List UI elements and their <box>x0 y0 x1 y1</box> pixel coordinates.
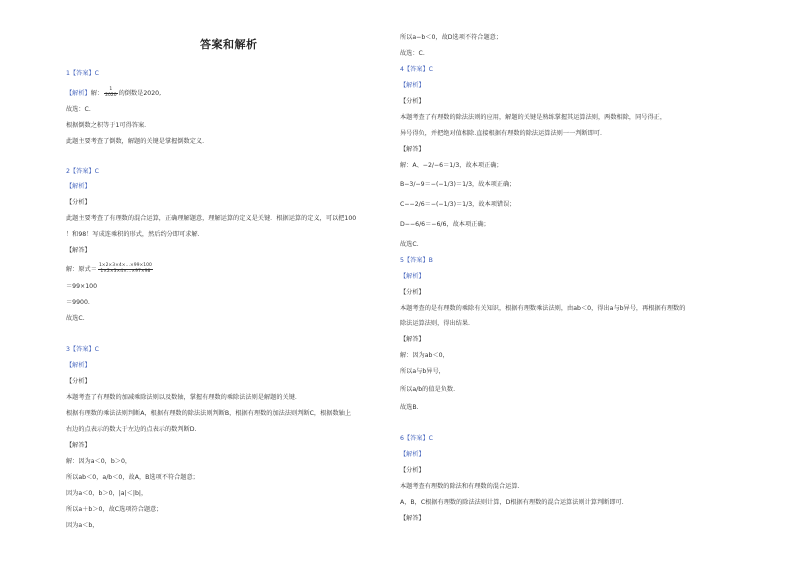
q4-jieda: 【解答】 <box>400 146 425 153</box>
q4-line-end: 故选C. <box>400 241 419 248</box>
q1-line3: 根据倒数之积等于1可得答案. <box>66 122 147 129</box>
q2-line2: ！和98！写成连乘积的形式，然后约分即可求解. <box>66 231 200 238</box>
q5-answer: 5【答案】B <box>400 257 433 264</box>
q3-jieda: 【解答】 <box>66 442 91 449</box>
q3-line3: 右边的点表示的数大于左边的点表示的数判断D. <box>66 426 197 433</box>
q5-line4: 所以a与b异号， <box>400 368 445 375</box>
q4-lineB: B−3/−9＝−(−1/3)＝1/3，故本项正确； <box>400 181 516 188</box>
q2-fraction <box>98 264 153 274</box>
q5-line5: 所以a/b的值是负数. <box>400 386 456 393</box>
r-top2: 故选：C. <box>400 50 425 57</box>
q3-line5: 所以ab＜0，a/b＜0，故A，B选项不符合题意； <box>66 474 199 481</box>
q3-line2: 根据有理数的乘法法则判断A，根据有理数的除法法则判断B，根据有理数的加法法则判断C，根据数轴上 <box>66 410 352 417</box>
q4-analysis-tag: 【解析】 <box>400 82 425 89</box>
q6-analysis-tag: 【解析】 <box>400 451 425 458</box>
q6-line2: A，B，C根据有理数的除法法则计算，D根据有理数的混合运算法则计算判断即可. <box>400 499 624 506</box>
q1-frac-den: 2020 <box>105 92 117 98</box>
q2-line4: ＝99×100 <box>66 283 98 290</box>
q5-analysis-tag: 【解析】 <box>400 273 425 280</box>
q3-line1: 本题考查了有理数的加减乘除法则以及数轴，掌握有理数的乘除法法则是解题的关键. <box>66 394 297 401</box>
q5-fenxi: 【分析】 <box>400 289 425 296</box>
q6-jieda: 【解答】 <box>400 515 425 522</box>
q5-jieda: 【解答】 <box>400 336 425 343</box>
q4-lineD: D−−6/6＝−6/6，故本项正确； <box>400 221 490 228</box>
q1-frac-num: 1 <box>104 88 117 94</box>
q2-answer: 2【答案】C <box>66 168 100 175</box>
q3-answer: 3【答案】C <box>66 346 100 353</box>
q3-line6: 因为a＜0，b＞0，|a|＜|b|， <box>66 490 148 497</box>
q2-line1: 此题主要考查了有理数的混合运算，正确理解题意，理解运算的定义是关键．根据运算的定义，可以把100 <box>66 215 357 222</box>
q1-answer: 1【答案】C <box>66 70 100 77</box>
q2-line5: ＝9900. <box>66 299 90 306</box>
q3-line7: 所以a＋b＞0，故C选项符合题意； <box>66 506 163 513</box>
q2-frac-num: 1×2×3×4×…×99×100 <box>98 263 152 268</box>
q4-fenxi: 【分析】 <box>400 98 425 105</box>
q4-lineA: 解：A、−2/−6＝1/3，故本项正确； <box>400 162 503 169</box>
q1-solution-suffix: 的倒数是2020, <box>118 90 162 98</box>
q1-solution-prefix: 解： <box>90 90 104 98</box>
q3-line8: 因为a＜b， <box>66 522 99 529</box>
q3-fenxi: 【分析】 <box>66 378 91 385</box>
q4-line1: 本题考查了有理数的除法法则的应用，解题的关键是熟练掌握其运算法则，两数相除，同号得正， <box>400 114 667 121</box>
r-top1: 所以a−b＜0，故D选项不符合题意； <box>400 34 503 41</box>
q2-line3 <box>66 264 154 274</box>
page-title: 答案和解析 <box>200 38 258 51</box>
q5-line3: 解：因为ab＜0， <box>400 352 449 359</box>
q4-lineC: C−−2/6＝−(−1/3)＝1/3，故本项错误； <box>400 201 516 208</box>
q2-line3-prefix: 解：原式＝ <box>66 266 97 274</box>
q1-line4: 此题主要考查了倒数，解题的关键是掌握倒数定义. <box>66 138 205 145</box>
q2-frac-den: 1×2×3×4×…×97×98 <box>100 268 151 274</box>
q5-line2: 除法运算法则，得出结果. <box>400 320 471 327</box>
q1-fraction <box>104 88 117 98</box>
q6-answer: 6【答案】C <box>400 435 434 442</box>
q1-solution-line <box>66 88 161 98</box>
q1-line2: 故选：C. <box>66 106 91 113</box>
q3-analysis-tag: 【解析】 <box>66 362 91 369</box>
q2-jieda: 【解答】 <box>66 247 91 254</box>
q4-line2: 异号得负，并把绝对值相除.直接根据有理数的除法运算法则一一判断即可. <box>400 130 602 137</box>
q1-analysis-tag: 【解析】 <box>66 90 91 98</box>
q2-fenxi: 【分析】 <box>66 199 91 206</box>
q2-analysis-tag: 【解析】 <box>66 183 91 190</box>
q5-line6: 故选B. <box>400 404 419 411</box>
q2-line6: 故选C. <box>66 315 85 322</box>
q3-line4: 解：因为a＜0，b＞0， <box>66 458 132 465</box>
q5-line1: 本题考查的是有理数的乘除有关知识，根据有理数乘法法则，由ab＜0，得出a与b异号，再根据有理数的 <box>400 305 686 312</box>
q6-line1: 本题考查有理数的除法和有理数的混合运算. <box>400 483 520 490</box>
q6-fenxi: 【分析】 <box>400 467 425 474</box>
q4-answer: 4【答案】C <box>400 66 434 73</box>
